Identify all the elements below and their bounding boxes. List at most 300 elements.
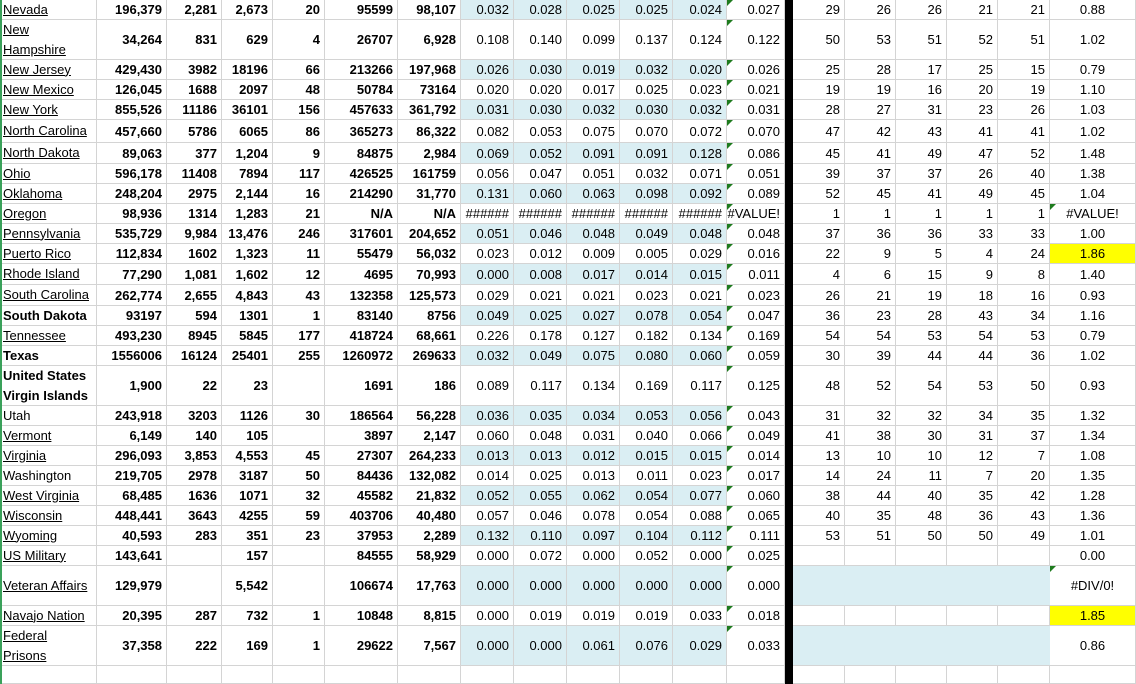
cell-g[interactable]: 98,107 <box>398 0 461 20</box>
cell-q[interactable]: 7 <box>947 466 998 486</box>
cell-d[interactable]: 5845 <box>222 326 273 346</box>
cell-r[interactable]: 26 <box>998 100 1050 120</box>
cell-l[interactable]: 0.077 <box>673 486 727 506</box>
cell-f[interactable]: 365273 <box>325 120 398 143</box>
cell-o[interactable]: 6 <box>845 264 896 285</box>
cell-r[interactable]: 41 <box>998 120 1050 143</box>
cell-m[interactable]: 0.048 <box>727 224 785 244</box>
cell-i[interactable]: 0.013 <box>514 446 567 466</box>
cell-q[interactable]: 31 <box>947 426 998 446</box>
cell-p[interactable]: 30 <box>896 426 947 446</box>
cell-h1[interactable]: 0.014 <box>461 466 514 486</box>
cell-k[interactable]: 0.032 <box>620 164 673 184</box>
cell-m[interactable]: 0.047 <box>727 306 785 326</box>
cell-p[interactable]: 26 <box>896 0 947 20</box>
cell-g[interactable]: 56,228 <box>398 406 461 426</box>
cell-g[interactable]: 2,289 <box>398 526 461 546</box>
cell-o[interactable] <box>845 626 896 666</box>
cell-i[interactable]: 0.117 <box>514 366 567 406</box>
cell-n[interactable]: 25 <box>793 60 845 80</box>
cell-d[interactable]: 4,553 <box>222 446 273 466</box>
cell-k[interactable]: 0.054 <box>620 486 673 506</box>
cell-s[interactable]: 1.01 <box>1050 526 1136 546</box>
cell-c[interactable]: 3203 <box>167 406 222 426</box>
cell-c[interactable]: 140 <box>167 426 222 446</box>
cell-k[interactable]: 0.098 <box>620 184 673 204</box>
cell-o[interactable]: 1 <box>845 204 896 224</box>
cell-h1[interactable]: 0.032 <box>461 0 514 20</box>
cell-f[interactable]: 95599 <box>325 0 398 20</box>
cell-k[interactable]: 0.019 <box>620 606 673 626</box>
cell-q[interactable]: 44 <box>947 346 998 366</box>
cell-p[interactable]: 48 <box>896 506 947 526</box>
cell-j[interactable]: 0.062 <box>567 486 620 506</box>
cell-c[interactable]: 377 <box>167 143 222 164</box>
cell-f[interactable]: 213266 <box>325 60 398 80</box>
cell-d[interactable]: 629 <box>222 20 273 60</box>
cell-e[interactable]: 4 <box>273 20 325 60</box>
cell-d[interactable]: 1126 <box>222 406 273 426</box>
cell-j[interactable]: 0.061 <box>567 626 620 666</box>
cell-e[interactable]: 1 <box>273 306 325 326</box>
cell-b[interactable]: 429,430 <box>97 60 167 80</box>
row-label-cell[interactable] <box>0 606 97 626</box>
row-label-cell[interactable] <box>0 346 97 366</box>
cell-l[interactable]: 0.088 <box>673 506 727 526</box>
cell-k[interactable]: 0.182 <box>620 326 673 346</box>
cell-h1[interactable]: 0.108 <box>461 20 514 60</box>
cell-f[interactable]: 426525 <box>325 164 398 184</box>
cell-i[interactable]: 0.008 <box>514 264 567 285</box>
cell-m[interactable]: 0.059 <box>727 346 785 366</box>
cell-o[interactable]: 37 <box>845 164 896 184</box>
cell-n[interactable] <box>793 546 845 566</box>
cell-b[interactable]: 68,485 <box>97 486 167 506</box>
cell-o[interactable]: 52 <box>845 366 896 406</box>
row-label-cell[interactable] <box>0 466 97 486</box>
cell-q[interactable]: 36 <box>947 506 998 526</box>
cell-p[interactable] <box>896 606 947 626</box>
cell-r[interactable]: 51 <box>998 20 1050 60</box>
row-label-cell[interactable] <box>0 285 97 306</box>
cell-m[interactable]: 0.026 <box>727 60 785 80</box>
cell-i[interactable]: 0.049 <box>514 346 567 366</box>
cell-p[interactable]: 49 <box>896 143 947 164</box>
cell-q[interactable]: 35 <box>947 486 998 506</box>
cell-c[interactable]: 1314 <box>167 204 222 224</box>
cell-k[interactable]: 0.049 <box>620 224 673 244</box>
cell-k[interactable]: 0.011 <box>620 466 673 486</box>
cell-q[interactable]: 43 <box>947 306 998 326</box>
cell-m[interactable]: 0.169 <box>727 326 785 346</box>
cell-d[interactable]: 1,323 <box>222 244 273 264</box>
row-label-cell[interactable] <box>0 184 97 204</box>
cell-e[interactable]: 66 <box>273 60 325 80</box>
cell-f[interactable]: 132358 <box>325 285 398 306</box>
cell-g[interactable]: 31,770 <box>398 184 461 204</box>
cell-f[interactable]: 214290 <box>325 184 398 204</box>
cell-o[interactable] <box>845 546 896 566</box>
cell-c[interactable]: 1602 <box>167 244 222 264</box>
cell-g[interactable]: 8756 <box>398 306 461 326</box>
cell-q[interactable]: 54 <box>947 326 998 346</box>
cell-d[interactable]: 2,144 <box>222 184 273 204</box>
cell-r[interactable]: 34 <box>998 306 1050 326</box>
cell-i[interactable]: 0.178 <box>514 326 567 346</box>
cell-l[interactable]: 0.023 <box>673 466 727 486</box>
cell-s[interactable]: 1.03 <box>1050 100 1136 120</box>
cell-c[interactable]: 1636 <box>167 486 222 506</box>
cell-n[interactable]: 30 <box>793 346 845 366</box>
cell-p[interactable] <box>896 666 947 684</box>
cell-f[interactable]: 29622 <box>325 626 398 666</box>
cell-o[interactable]: 36 <box>845 224 896 244</box>
cell-r[interactable]: 45 <box>998 184 1050 204</box>
cell-q[interactable]: 23 <box>947 100 998 120</box>
cell-f[interactable]: 1260972 <box>325 346 398 366</box>
cell-d[interactable]: 1,204 <box>222 143 273 164</box>
row-label-cell[interactable] <box>0 566 97 606</box>
cell-i[interactable]: 0.046 <box>514 506 567 526</box>
cell-q[interactable] <box>947 626 998 666</box>
cell-l[interactable]: 0.015 <box>673 264 727 285</box>
cell-s[interactable]: 1.04 <box>1050 184 1136 204</box>
row-label-cell[interactable] <box>0 120 97 143</box>
cell-n[interactable] <box>793 606 845 626</box>
cell-h1[interactable]: 0.000 <box>461 626 514 666</box>
cell-h1[interactable]: 0.000 <box>461 264 514 285</box>
cell-d[interactable]: 36101 <box>222 100 273 120</box>
cell-q[interactable]: 20 <box>947 80 998 100</box>
cell-r[interactable]: 42 <box>998 486 1050 506</box>
cell-j[interactable]: 0.048 <box>567 224 620 244</box>
cell-i[interactable]: 0.052 <box>514 143 567 164</box>
row-label-cell[interactable] <box>0 143 97 164</box>
cell-e[interactable] <box>273 366 325 406</box>
cell-k[interactable]: 0.023 <box>620 285 673 306</box>
cell-k[interactable]: 0.080 <box>620 346 673 366</box>
cell-i[interactable]: 0.028 <box>514 0 567 20</box>
cell-h1[interactable]: 0.000 <box>461 606 514 626</box>
cell-l[interactable]: 0.032 <box>673 100 727 120</box>
cell-q[interactable]: 33 <box>947 224 998 244</box>
cell-j[interactable]: 0.009 <box>567 244 620 264</box>
cell-g[interactable]: 70,993 <box>398 264 461 285</box>
cell-o[interactable] <box>845 666 896 684</box>
cell-b[interactable] <box>97 666 167 684</box>
cell-d[interactable]: 1,602 <box>222 264 273 285</box>
cell-o[interactable]: 19 <box>845 80 896 100</box>
cell-s[interactable]: #DIV/0! <box>1050 566 1136 606</box>
cell-o[interactable]: 9 <box>845 244 896 264</box>
cell-b[interactable]: 34,264 <box>97 20 167 60</box>
cell-p[interactable]: 44 <box>896 346 947 366</box>
cell-b[interactable]: 448,441 <box>97 506 167 526</box>
cell-n[interactable]: 14 <box>793 466 845 486</box>
cell-s[interactable]: 0.86 <box>1050 626 1136 666</box>
cell-r[interactable]: 8 <box>998 264 1050 285</box>
cell-s[interactable]: 1.08 <box>1050 446 1136 466</box>
cell-c[interactable]: 3982 <box>167 60 222 80</box>
cell-s[interactable]: 1.38 <box>1050 164 1136 184</box>
row-label-cell[interactable] <box>0 60 97 80</box>
cell-q[interactable] <box>947 606 998 626</box>
cell-b[interactable]: 262,774 <box>97 285 167 306</box>
cell-h1[interactable]: 0.069 <box>461 143 514 164</box>
cell-p[interactable] <box>896 546 947 566</box>
row-label-cell[interactable] <box>0 546 97 566</box>
cell-g[interactable]: 2,984 <box>398 143 461 164</box>
cell-p[interactable]: 31 <box>896 100 947 120</box>
cell-g[interactable]: 132,082 <box>398 466 461 486</box>
row-label-cell[interactable] <box>0 446 97 466</box>
cell-d[interactable]: 157 <box>222 546 273 566</box>
cell-m[interactable]: 0.017 <box>727 466 785 486</box>
cell-m[interactable]: 0.111 <box>727 526 785 546</box>
cell-h1[interactable]: ###### <box>461 204 514 224</box>
cell-o[interactable] <box>845 566 896 606</box>
cell-j[interactable]: 0.000 <box>567 546 620 566</box>
cell-l[interactable]: ###### <box>673 204 727 224</box>
cell-b[interactable]: 112,834 <box>97 244 167 264</box>
cell-i[interactable]: ###### <box>514 204 567 224</box>
cell-o[interactable]: 28 <box>845 60 896 80</box>
cell-p[interactable]: 1 <box>896 204 947 224</box>
cell-b[interactable]: 1,900 <box>97 366 167 406</box>
cell-e[interactable]: 86 <box>273 120 325 143</box>
cell-j[interactable]: 0.097 <box>567 526 620 546</box>
cell-i[interactable]: 0.030 <box>514 60 567 80</box>
cell-b[interactable]: 596,178 <box>97 164 167 184</box>
cell-b[interactable]: 20,395 <box>97 606 167 626</box>
cell-l[interactable]: 0.029 <box>673 244 727 264</box>
cell-i[interactable]: 0.000 <box>514 566 567 606</box>
cell-r[interactable]: 19 <box>998 80 1050 100</box>
cell-r[interactable]: 43 <box>998 506 1050 526</box>
cell-e[interactable]: 255 <box>273 346 325 366</box>
cell-g[interactable]: 197,968 <box>398 60 461 80</box>
cell-d[interactable]: 7894 <box>222 164 273 184</box>
cell-c[interactable]: 2,281 <box>167 0 222 20</box>
cell-c[interactable]: 1688 <box>167 80 222 100</box>
cell-e[interactable]: 156 <box>273 100 325 120</box>
cell-m[interactable]: 0.033 <box>727 626 785 666</box>
cell-n[interactable]: 37 <box>793 224 845 244</box>
cell-i[interactable]: 0.021 <box>514 285 567 306</box>
cell-e[interactable]: 32 <box>273 486 325 506</box>
cell-g[interactable]: 17,763 <box>398 566 461 606</box>
cell-j[interactable] <box>567 666 620 684</box>
cell-k[interactable]: 0.052 <box>620 546 673 566</box>
cell-g[interactable]: 269633 <box>398 346 461 366</box>
cell-p[interactable]: 16 <box>896 80 947 100</box>
cell-j[interactable]: 0.000 <box>567 566 620 606</box>
cell-d[interactable]: 732 <box>222 606 273 626</box>
cell-k[interactable]: 0.104 <box>620 526 673 546</box>
cell-m[interactable]: 0.070 <box>727 120 785 143</box>
cell-h1[interactable]: 0.089 <box>461 366 514 406</box>
cell-h1[interactable]: 0.029 <box>461 285 514 306</box>
cell-e[interactable] <box>273 666 325 684</box>
cell-h1[interactable]: 0.000 <box>461 566 514 606</box>
cell-m[interactable]: 0.011 <box>727 264 785 285</box>
cell-h1[interactable]: 0.036 <box>461 406 514 426</box>
row-label-cell[interactable] <box>0 244 97 264</box>
cell-o[interactable]: 39 <box>845 346 896 366</box>
cell-l[interactable]: 0.072 <box>673 120 727 143</box>
cell-m[interactable]: 0.122 <box>727 20 785 60</box>
cell-e[interactable]: 23 <box>273 526 325 546</box>
cell-m[interactable]: 0.060 <box>727 486 785 506</box>
cell-m[interactable]: 0.014 <box>727 446 785 466</box>
cell-k[interactable]: ###### <box>620 204 673 224</box>
cell-c[interactable]: 283 <box>167 526 222 546</box>
cell-i[interactable]: 0.019 <box>514 606 567 626</box>
cell-n[interactable]: 19 <box>793 80 845 100</box>
cell-e[interactable]: 45 <box>273 446 325 466</box>
cell-q[interactable]: 1 <box>947 204 998 224</box>
cell-p[interactable]: 40 <box>896 486 947 506</box>
cell-g[interactable]: 58,929 <box>398 546 461 566</box>
cell-g[interactable]: 2,147 <box>398 426 461 446</box>
cell-k[interactable]: 0.032 <box>620 60 673 80</box>
cell-j[interactable]: 0.091 <box>567 143 620 164</box>
cell-d[interactable]: 13,476 <box>222 224 273 244</box>
cell-i[interactable]: 0.140 <box>514 20 567 60</box>
cell-k[interactable]: 0.091 <box>620 143 673 164</box>
cell-l[interactable] <box>673 666 727 684</box>
cell-c[interactable]: 3643 <box>167 506 222 526</box>
cell-h1[interactable]: 0.023 <box>461 244 514 264</box>
cell-k[interactable]: 0.053 <box>620 406 673 426</box>
cell-s[interactable]: 0.79 <box>1050 326 1136 346</box>
cell-c[interactable]: 9,984 <box>167 224 222 244</box>
cell-d[interactable]: 3187 <box>222 466 273 486</box>
cell-b[interactable]: 77,290 <box>97 264 167 285</box>
cell-b[interactable]: 1556006 <box>97 346 167 366</box>
cell-i[interactable]: 0.020 <box>514 80 567 100</box>
cell-i[interactable]: 0.025 <box>514 306 567 326</box>
cell-c[interactable]: 2975 <box>167 184 222 204</box>
cell-i[interactable]: 0.048 <box>514 426 567 446</box>
cell-j[interactable]: ###### <box>567 204 620 224</box>
cell-h1[interactable]: 0.131 <box>461 184 514 204</box>
cell-f[interactable]: 457633 <box>325 100 398 120</box>
cell-m[interactable]: 0.000 <box>727 566 785 606</box>
cell-p[interactable]: 41 <box>896 184 947 204</box>
cell-m[interactable]: 0.125 <box>727 366 785 406</box>
cell-e[interactable]: 50 <box>273 466 325 486</box>
cell-h1[interactable]: 0.056 <box>461 164 514 184</box>
cell-n[interactable]: 53 <box>793 526 845 546</box>
cell-h1[interactable]: 0.052 <box>461 486 514 506</box>
cell-s[interactable]: 1.34 <box>1050 426 1136 446</box>
cell-k[interactable]: 0.169 <box>620 366 673 406</box>
cell-c[interactable]: 1,081 <box>167 264 222 285</box>
cell-m[interactable]: 0.065 <box>727 506 785 526</box>
row-label-cell[interactable] <box>0 526 97 546</box>
cell-s[interactable] <box>1050 666 1136 684</box>
row-label-cell[interactable] <box>0 164 97 184</box>
cell-m[interactable]: 0.089 <box>727 184 785 204</box>
cell-j[interactable]: 0.012 <box>567 446 620 466</box>
cell-r[interactable] <box>998 566 1050 606</box>
cell-r[interactable]: 20 <box>998 466 1050 486</box>
cell-k[interactable]: 0.070 <box>620 120 673 143</box>
cell-e[interactable]: 177 <box>273 326 325 346</box>
cell-l[interactable]: 0.060 <box>673 346 727 366</box>
cell-q[interactable]: 41 <box>947 120 998 143</box>
cell-l[interactable]: 0.092 <box>673 184 727 204</box>
cell-l[interactable]: 0.029 <box>673 626 727 666</box>
cell-l[interactable]: 0.033 <box>673 606 727 626</box>
cell-s[interactable]: 0.79 <box>1050 60 1136 80</box>
cell-i[interactable]: 0.046 <box>514 224 567 244</box>
cell-b[interactable]: 143,641 <box>97 546 167 566</box>
cell-i[interactable]: 0.110 <box>514 526 567 546</box>
cell-j[interactable]: 0.019 <box>567 60 620 80</box>
cell-m[interactable]: 0.031 <box>727 100 785 120</box>
cell-n[interactable]: 38 <box>793 486 845 506</box>
cell-f[interactable]: 106674 <box>325 566 398 606</box>
cell-r[interactable] <box>998 606 1050 626</box>
cell-r[interactable]: 36 <box>998 346 1050 366</box>
cell-r[interactable]: 1 <box>998 204 1050 224</box>
cell-o[interactable]: 35 <box>845 506 896 526</box>
cell-n[interactable]: 50 <box>793 20 845 60</box>
cell-h1[interactable]: 0.051 <box>461 224 514 244</box>
cell-g[interactable]: 204,652 <box>398 224 461 244</box>
cell-j[interactable]: 0.013 <box>567 466 620 486</box>
cell-r[interactable]: 7 <box>998 446 1050 466</box>
cell-q[interactable] <box>947 546 998 566</box>
cell-q[interactable]: 9 <box>947 264 998 285</box>
row-label-cell[interactable] <box>0 264 97 285</box>
cell-f[interactable]: 37953 <box>325 526 398 546</box>
cell-q[interactable]: 34 <box>947 406 998 426</box>
cell-f[interactable]: 403706 <box>325 506 398 526</box>
cell-g[interactable]: 125,573 <box>398 285 461 306</box>
cell-d[interactable]: 351 <box>222 526 273 546</box>
cell-l[interactable]: 0.024 <box>673 0 727 20</box>
cell-s[interactable]: 1.85 <box>1050 606 1136 626</box>
cell-n[interactable] <box>793 666 845 684</box>
cell-p[interactable]: 37 <box>896 164 947 184</box>
cell-c[interactable]: 2,655 <box>167 285 222 306</box>
cell-r[interactable]: 33 <box>998 224 1050 244</box>
cell-h1[interactable]: 0.013 <box>461 446 514 466</box>
cell-f[interactable]: 3897 <box>325 426 398 446</box>
cell-l[interactable]: 0.000 <box>673 566 727 606</box>
cell-r[interactable] <box>998 626 1050 666</box>
cell-c[interactable]: 11186 <box>167 100 222 120</box>
cell-f[interactable]: 10848 <box>325 606 398 626</box>
cell-b[interactable]: 535,729 <box>97 224 167 244</box>
cell-n[interactable]: 13 <box>793 446 845 466</box>
cell-e[interactable]: 48 <box>273 80 325 100</box>
cell-m[interactable]: 0.023 <box>727 285 785 306</box>
cell-j[interactable]: 0.134 <box>567 366 620 406</box>
cell-d[interactable]: 1301 <box>222 306 273 326</box>
cell-r[interactable] <box>998 546 1050 566</box>
cell-l[interactable]: 0.112 <box>673 526 727 546</box>
cell-c[interactable]: 287 <box>167 606 222 626</box>
row-label-cell[interactable] <box>0 80 97 100</box>
cell-q[interactable]: 50 <box>947 526 998 546</box>
cell-q[interactable]: 25 <box>947 60 998 80</box>
cell-s[interactable]: 1.02 <box>1050 120 1136 143</box>
cell-k[interactable]: 0.137 <box>620 20 673 60</box>
